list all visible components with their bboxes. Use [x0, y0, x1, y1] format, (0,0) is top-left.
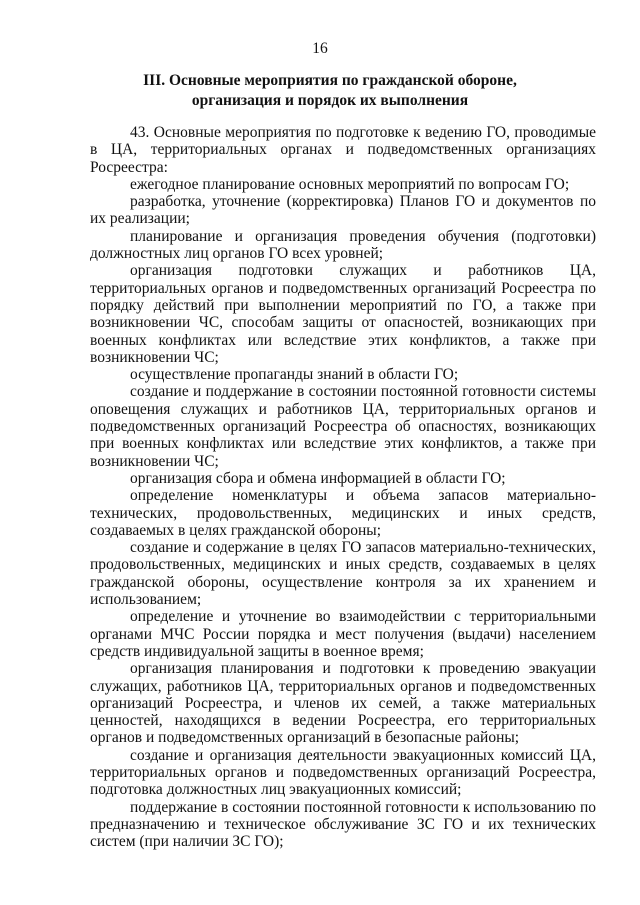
paragraph: организация сбора и обмена информацией в области ГО;	[130, 469, 506, 487]
section-heading	[70, 71, 590, 111]
paragraph: определение номенклатуры и объема запасов материально-технических, продовольственных, медицинских и иных средств, создаваемых в целях гражданской обороны;	[90, 487, 596, 539]
paragraph: 43. Основные мероприятия по подготовке к ведению ГО, проводимые в ЦА, территориальных органах и подведомственных организациях Росреестра:	[90, 124, 596, 176]
paragraph: определение и уточнение во взаимодействии с территориальными органами МЧС России порядка и мест получения (выдачи) населением средств индивидуальной защиты в военное время;	[90, 608, 596, 660]
paragraph: организация планирования и подготовки к проведению эвакуации служащих, работников ЦА, территориальных органов и подведомственных организаций Росреестра, и членов их семей, а также материальных ценностей, находящихся в ведении Росреестра, его территориальных органов и подведомственных организаций в безопасные районы;	[90, 660, 596, 747]
paragraph: создание и содержание в целях ГО запасов материально-технических, продовольственных, медицинских и иных средств, создаваемых в целях гражданской обороны, осуществление контроля за их хранением и использованием;	[90, 539, 596, 609]
section-title-line-1: III. Основные мероприятия по гражданской обороне,	[143, 72, 517, 89]
paragraph: ежегодное планирование основных мероприятий по вопросам ГО;	[130, 175, 570, 193]
paragraph: поддержание в состоянии постоянной готовности к использованию по предназначению и техническое обслуживание ЗС ГО и их технических систем (при наличии ЗС ГО);	[90, 798, 596, 851]
paragraph: осуществление пропаганды знаний в области ГО;	[130, 366, 459, 384]
paragraph: планирование и организация проведения обучения (подготовки) должностных лиц органов ГО всех уровней;	[90, 227, 596, 263]
paragraph: организация подготовки служащих и работников ЦА, территориальных органов и подведомственных организаций Росреестра по порядку действий при выполнении мероприятий по ГО, а также при возникновении ЧС, способам защиты от опасностей, возникающих при военных конфликтах или вследствие этих конфликтов, а также при возникновении ЧС;	[90, 262, 596, 366]
paragraph: создание и поддержание в состоянии постоянной готовности системы оповещения служащих и работников ЦА, территориальных органов и подведомственных организаций Росреестра об опасностях, возникающих при военных конфликтах или вследствие этих конфликтов, а также при возникновении ЧС;	[90, 383, 596, 470]
body-text	[90, 124, 596, 850]
paragraph: создание и организация деятельности эвакуационных комиссий ЦА, территориальных органов и подведомственных организаций Росреестра, подготовка должностных лиц эвакуационных комиссий;	[90, 746, 596, 799]
page-number: 16	[312, 40, 328, 57]
paragraph: разработка, уточнение (корректировка) Планов ГО и документов по их реализации;	[90, 193, 596, 228]
section-title-line-2: организация и порядок их выполнения	[191, 92, 469, 109]
